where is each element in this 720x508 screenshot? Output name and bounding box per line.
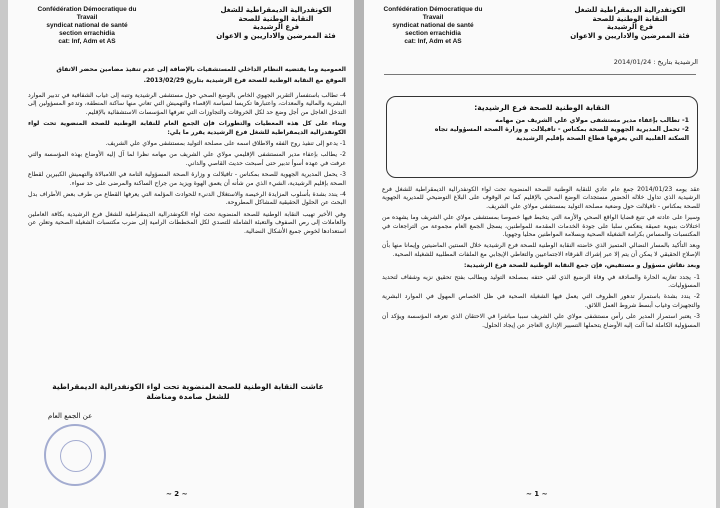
- point-item: 3- يعتبر استمرار المدير على رأس مستشفى مولاي علي الشريف سببا مباشرا في الاحتقان الذي تعرفه المؤسسة ويؤكد أن المسؤولية الكاملة لما آلت إليه الأوضاع يتحملها التسيير الإداري العاجز عن إيجاد الحلول.: [382, 313, 700, 329]
- page-1: [364, 0, 716, 508]
- paragraph-3: وبعد التأكيد بالمسار النضالي المتميز الذي خاضته النقابة الوطنية للصحة فرع الرشيدية خلال السنتين الماضيتين وإيمانا منها بأن الإصلاح الحقيقي لا يمكن أن يتم إلا عبر إشراك الفرقاء الاجتماعيين والتعاطي الإيجابي مع الملفات المطلبية للشغيلة الصحية.: [382, 242, 700, 258]
- body-text: [28, 92, 346, 239]
- decision-item: 3- يحمل المديرية الجهوية للصحة بمكناس - تافيلالت و وزارة الصحة المسؤولية التامة في اللامبالاة والتهميش الكبيرين لقطاع الصحة بإقليم الرشيدية، الشيء الذي من شأنه أن يعمق الهوة ويزيد من جراح الساكنة والمرضى على حد سواء.: [28, 171, 346, 187]
- stamp-icon: [44, 424, 106, 486]
- letterhead-arabic: [560, 6, 700, 40]
- closing-paragraph: وفي الأخير تهيب النقابة الوطنية للصحة المنضوية تحت لواء الكونفدرالية الديمقراطية للشغل فرع الرشيدية بكافة العاملين والعاملات إلى رص الصفوف والتعبئة الشاملة للتصدي لكل المخططات الرامية إلى ضرب مكتسبات الشغيلة الصحية وتعلن عن استعدادها لخوض جميع الأشكال النضالية.: [28, 210, 346, 235]
- demands-box: [386, 96, 698, 178]
- header-fr-line: section errachidia: [405, 30, 461, 37]
- header-ar-line: فرع الرشيدية: [606, 23, 654, 31]
- intro-line: العمومية وما يقتضيه النظام الداخلي للمستشفيات بالإضافة إلى عدم تنفيذ مضامين محضر الاتفاق: [56, 66, 346, 73]
- decision-item: 1- يدعو إلى تنفيذ روح الفقه والاطلاق اسمه على مصلحة التوليد بمستشفى مولاي علي الشريف.: [105, 140, 346, 148]
- header-divider: [384, 74, 696, 75]
- point-item: 1- يجدد تعازيه الحارة والصادقة في وفاة الرضيع الذي لقي حتفه بمصلحة التوليد ويطالب بفتح تحقيق نزيه وشفاف لتحديد المسؤوليات.: [382, 273, 700, 290]
- header-ar-line: الكونفدرالية الديمقراطية للشغل: [220, 6, 332, 14]
- points-intro: وبعد نقاش مسؤول و مستفيض، فإن جمع النقابة الوطنية للصحة فرع الرشيدية:: [463, 262, 700, 270]
- document-date: الرشيدية بتاريخ : 2014/01/24: [613, 58, 698, 66]
- letterhead-french: [378, 6, 488, 46]
- header-ar-line: فئة الممرضين والاداريين و الاعوان: [570, 31, 690, 40]
- page-2: [8, 0, 360, 508]
- body-text: [382, 186, 700, 333]
- header-ar-line: فئة الممرضين والاداريين و الاعوان: [216, 31, 336, 40]
- box-item: 2- تحمل المديرية الجهوية للصحة بمكناس - تافيلالت و وزارة الصحة المسؤولية تجاه: [434, 126, 689, 133]
- signature: عن الجمع العام: [48, 412, 93, 420]
- box-item: السكتة القلبية التي يعرفها قطاع الصحة بإقليم الرشيدية: [516, 135, 689, 142]
- paragraph-2: وسيرا على عادته في تتبع قضايا الواقع الصحي والأزمة التي يتخبط فيها خصوصا بمستشفى مولاي علي الشريف وما يشهده من اختلالات بنيوية عميقة ينعكس سلبا على جودة الخدمات المقدمة للمواطنين، يسجل الجمع العام مجموعة من التراجعات في المكتسبات والمساس بكرامة الشغيلة الصحية وبسلامة المواطنين محليا وجهويا.: [382, 214, 700, 239]
- header-fr-line: cat: Inf, Adm et AS: [58, 38, 116, 45]
- header-ar-line: فرع الرشيدية: [252, 23, 300, 31]
- letterhead: [364, 0, 716, 64]
- box-title: النقابة الوطنية للصحة فرع الرشيدية:: [474, 103, 610, 112]
- page-number: ~ 2 ~: [166, 490, 188, 498]
- header-fr-line: Confédération Démocratique du Travail: [37, 6, 137, 21]
- intro-block: [28, 66, 346, 89]
- paragraph-4: 4- تطالب باستفسار التقرير الجهوي الخاص بالوضع الصحي حول مستشفى الرشيدية وتنبه إلى غياب الشفافية في تدبير الموارد البشرية والمالية والمعدات، واعتبارها تكريسا لسياسة الإقصاء والتهميش التي تعاني منها ساكنة المنطقة، وتدعو المسؤولين إلى التدخل العاجل من أجل وضع حد لكل الخروقات والتجاوزات التي تعرفها المؤسسات الاستشفائية بالإقليم.: [28, 92, 346, 116]
- letterhead: [8, 0, 360, 64]
- header-fr-line: syndicat national de santé: [392, 22, 474, 29]
- letterhead-french: [32, 6, 142, 46]
- paragraph-1: عقد يومه 2014/01/23 جمع عام عادي للنقابة الوطنية للصحة المنضوية تحت لواء الكونفدرالية الديمقراطية للشغل فرع الرشيدية الذي تداول خلاله الحضور مستجدات الوضع الصحي بالإقليم كما تم الوقوف على البلاغ التوضيحي للمديرية الجهوية للصحة بمكناس - تافيلالت حول وضعية مصلحة التوليد بمستشفى مولاي علي الشريف.: [382, 186, 700, 210]
- header-fr-line: cat: Inf, Adm et AS: [404, 38, 462, 45]
- header-fr-line: section errachidia: [59, 30, 115, 37]
- point-item: 2- يندد بشدة باستمرار تدهور الظروف التي يعمل فيها الشغيلة الصحية في ظل الخصاص المهول في الموارد البشرية والتجهيزات وغياب أبسط شروط العمل اللائق.: [382, 293, 700, 309]
- intro-line: الموقع مع النقابة الوطنية للصحة فرع الرشيدية بتاريخ 2013/02/29.: [143, 77, 346, 85]
- page-fold: [354, 0, 364, 508]
- decision-item: 2- يطالب بإعفاء مدير المستشفى الإقليمي مولاي علي الشريف من مهامه نظرا لما آل إليه الأوضاع بهذه المؤسسة والتي عرفت في عهده أسوأ تدبير حتى أصبحت حديث القاصي والداني.: [28, 151, 346, 167]
- slogan: عاشت النقابة الوطنية للصحة المنضوية تحت لواء الكونفدرالية الديمقراطية للشغل صامدة ومناضلة: [52, 382, 324, 401]
- page-number: ~ 1 ~: [526, 490, 548, 498]
- decision-item: 4- يندد بشدة بأسلوب المزايدة الرخيصة والاستغلال الدنيء للحوادث المؤلمة التي يعرفها القطاع من طرف بعض الأطراف بدل البحث عن الحلول الحقيقية للمشاكل المطروحة.: [28, 191, 346, 207]
- header-ar-line: الكونفدرالية الديمقراطية للشغل: [574, 6, 686, 14]
- box-item: 1- تطالب بإعفاء مدير مستشفى مولاي علي الشريف من مهامه: [495, 117, 689, 124]
- header-fr-line: Confédération Démocratique du Travail: [383, 6, 483, 21]
- letterhead-arabic: [206, 6, 346, 40]
- header-fr-line: syndicat national de santé: [46, 22, 128, 29]
- header-ar-line: النقابة الوطنية للصحة: [238, 14, 314, 23]
- decisions-intro: وبناء على كل هذه المعطيات والتطورات فإن الجمع العام للنقابة الوطنية للصحة المنضوية تحت لواء الكونفدرالية الديمقراطية للشغل فرع الرشيدية يقرر ما يلي:: [28, 120, 346, 136]
- header-ar-line: النقابة الوطنية للصحة: [592, 14, 668, 23]
